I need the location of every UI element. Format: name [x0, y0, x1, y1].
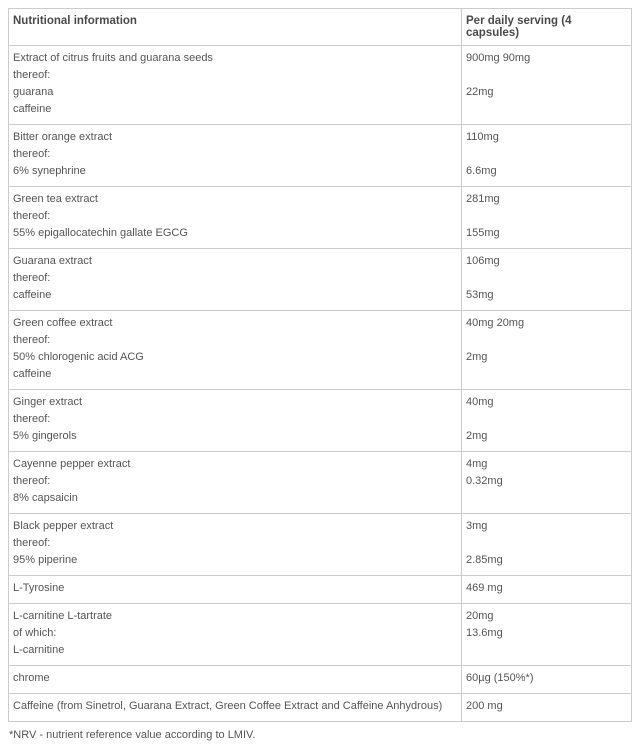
amount-cell — [462, 125, 632, 187]
nutrition-table — [8, 8, 632, 722]
amount-line: 2mg — [466, 430, 488, 442]
amount-cell — [462, 249, 632, 311]
ingredient-cell — [9, 576, 462, 604]
ingredient-line: 55% epigallocatechin gallate EGCG — [13, 227, 188, 239]
amount-line: 200 mg — [466, 700, 503, 712]
ingredient-line: L-Tyrosine — [13, 582, 65, 594]
table-row — [9, 125, 632, 187]
ingredient-line: Extract of citrus fruits and guarana seeds — [13, 52, 213, 64]
amount-line: 3mg — [466, 520, 488, 532]
ingredient-cell — [9, 694, 462, 722]
table-row — [9, 46, 632, 125]
amount-line: 4mg — [466, 458, 488, 470]
table-row — [9, 249, 632, 311]
ingredient-cell — [9, 311, 462, 390]
amount-cell — [462, 311, 632, 390]
amount-cell — [462, 694, 632, 722]
amount-line — [466, 535, 627, 552]
ingredient-line: thereof: — [13, 537, 51, 549]
ingredient-line: thereof: — [13, 210, 51, 222]
column-header-nutritional-information: Nutritional information — [9, 9, 462, 46]
ingredient-line: thereof: — [13, 475, 51, 487]
amount-line — [466, 366, 627, 383]
amount-line: 155mg — [466, 227, 500, 239]
ingredient-cell — [9, 390, 462, 452]
ingredient-cell — [9, 604, 462, 666]
ingredient-line: L-carnitine — [13, 644, 65, 656]
amount-line — [466, 411, 627, 428]
table-row — [9, 514, 632, 576]
amount-cell — [462, 666, 632, 694]
ingredient-line: thereof: — [13, 413, 51, 425]
amount-line: 2.85mg — [466, 554, 503, 566]
amount-line — [466, 270, 627, 287]
amount-cell — [462, 390, 632, 452]
ingredient-line: Bitter orange extract — [13, 131, 113, 143]
amount-line — [466, 208, 627, 225]
ingredient-line: 6% synephrine — [13, 165, 86, 177]
amount-line: 106mg — [466, 255, 500, 267]
ingredient-line: thereof: — [13, 69, 51, 81]
column-header-per-daily-serving: Per daily serving (4 capsules) — [462, 9, 632, 46]
table-row — [9, 452, 632, 514]
table-row — [9, 187, 632, 249]
ingredient-line: Guarana extract — [13, 255, 92, 267]
amount-line — [466, 332, 627, 349]
ingredient-cell — [9, 187, 462, 249]
ingredient-cell — [9, 452, 462, 514]
amount-cell — [462, 46, 632, 125]
ingredient-line: thereof: — [13, 334, 51, 346]
ingredient-line: thereof: — [13, 148, 51, 160]
ingredient-cell — [9, 46, 462, 125]
ingredient-cell — [9, 514, 462, 576]
amount-cell — [462, 187, 632, 249]
ingredient-line: 50% chlorogenic acid ACG — [13, 351, 144, 363]
ingredient-line: Green coffee extract — [13, 317, 113, 329]
amount-cell — [462, 514, 632, 576]
ingredient-line: caffeine — [13, 368, 52, 380]
ingredient-line: thereof: — [13, 272, 51, 284]
ingredient-cell — [9, 125, 462, 187]
nrv-footnote: *NRV - nutrient reference value according to LMIV. — [9, 729, 256, 741]
ingredient-cell — [9, 249, 462, 311]
amount-line: 110mg — [466, 131, 499, 143]
ingredient-line: caffeine — [13, 289, 52, 301]
amount-line — [466, 101, 627, 118]
amount-line: 469 mg — [466, 582, 503, 594]
ingredient-line: Caffeine (from Sinetrol, Guarana Extract, Green Coffee Extract and Caffeine Anhydrous) — [13, 700, 443, 712]
table-row — [9, 604, 632, 666]
amount-cell — [462, 452, 632, 514]
amount-line: 40mg 20mg — [466, 317, 525, 329]
table-row — [9, 666, 632, 694]
table-row — [9, 311, 632, 390]
amount-line: 281mg — [466, 193, 500, 205]
amount-line: 22mg — [466, 86, 494, 98]
amount-line — [466, 146, 627, 163]
table-row — [9, 694, 632, 722]
table-body — [9, 46, 632, 722]
amount-line: 900mg 90mg — [466, 52, 531, 64]
ingredient-line: of which: — [13, 627, 57, 639]
ingredient-line: caffeine — [13, 103, 52, 115]
amount-line: 53mg — [466, 289, 494, 301]
amount-line: 0.32mg — [466, 475, 503, 487]
ingredient-line: Green tea extract — [13, 193, 98, 205]
amount-line: 40mg — [466, 396, 494, 408]
table-row — [9, 390, 632, 452]
table-row — [9, 576, 632, 604]
amount-line: 20mg — [466, 610, 494, 622]
ingredient-line: Black pepper extract — [13, 520, 114, 532]
ingredient-line: 95% piperine — [13, 554, 78, 566]
ingredient-line: Ginger extract — [13, 396, 83, 408]
amount-cell — [462, 576, 632, 604]
amount-cell — [462, 604, 632, 666]
ingredient-line: Cayenne pepper extract — [13, 458, 131, 470]
ingredient-line: 5% gingerols — [13, 430, 77, 442]
amount-line: 6.6mg — [466, 165, 497, 177]
amount-line: 60µg (150%*) — [466, 672, 534, 684]
ingredient-line: 8% capsaicin — [13, 492, 78, 504]
ingredient-cell — [9, 666, 462, 694]
amount-line — [466, 642, 627, 659]
ingredient-line: guarana — [13, 86, 54, 98]
amount-line: 13.6mg — [466, 627, 503, 639]
amount-line: 2mg — [466, 351, 488, 363]
ingredient-line: L-carnitine L-tartrate — [13, 610, 113, 622]
amount-line — [466, 490, 627, 507]
amount-line — [466, 67, 627, 84]
table-header-row — [9, 9, 632, 46]
ingredient-line: chrome — [13, 672, 50, 684]
